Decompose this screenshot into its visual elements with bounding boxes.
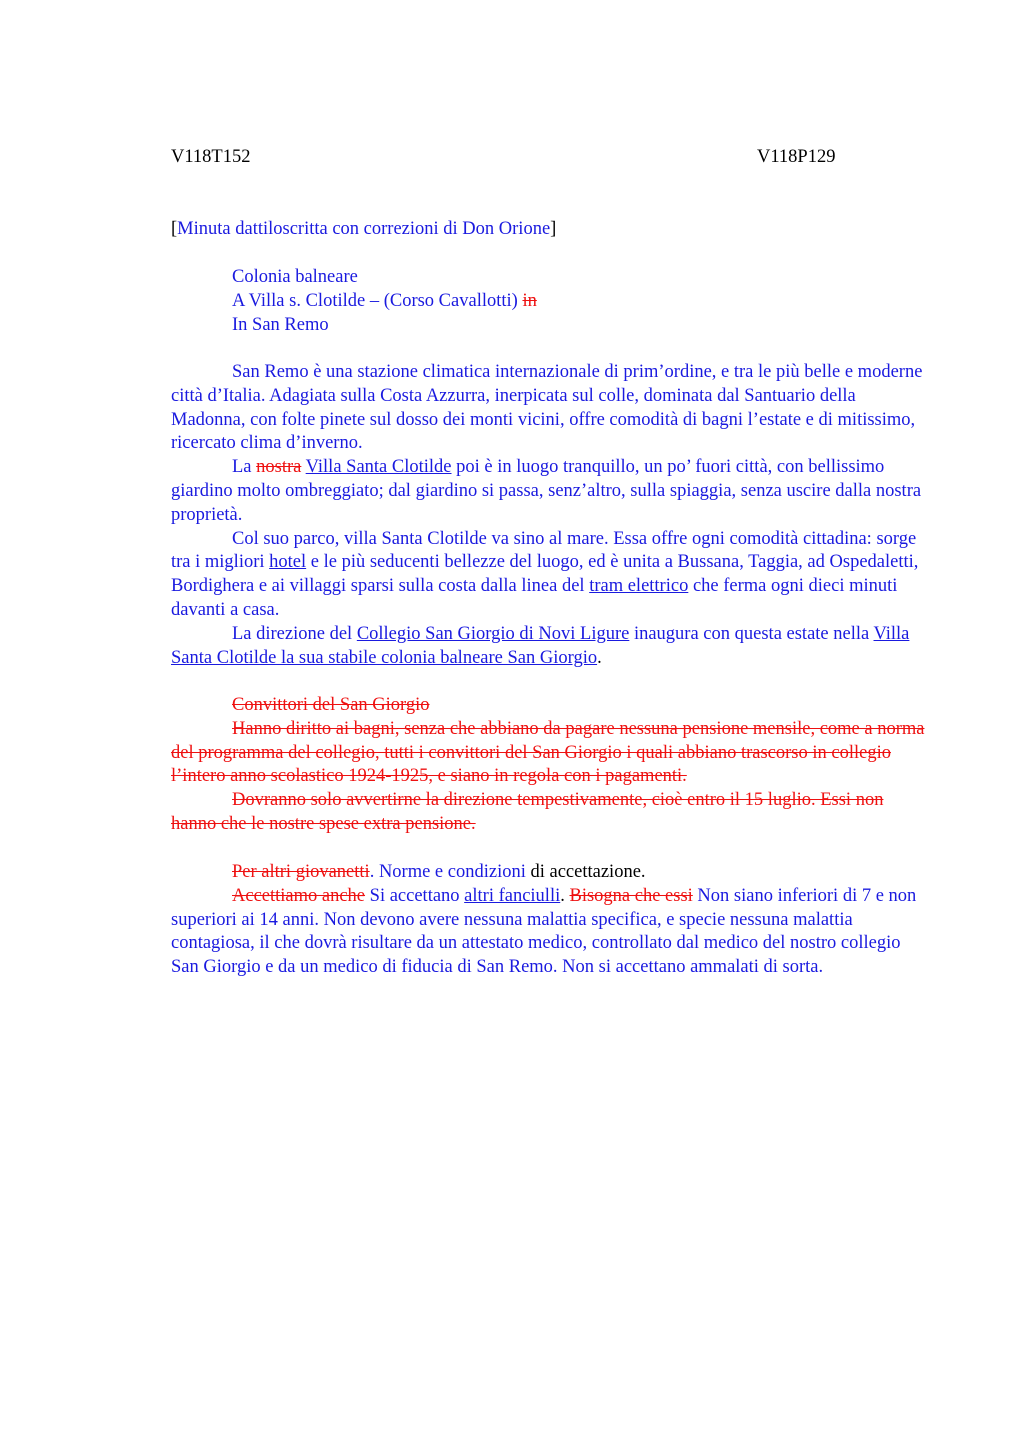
p2-underlined: Villa Santa Clotilde [305, 457, 452, 478]
norms-text-b: . [560, 885, 570, 906]
norms-underlined: altri fanciulli [464, 885, 561, 906]
p2-text-a: La [232, 457, 257, 478]
norms-struck-2: Bisogna che essi [569, 885, 693, 906]
note-close-bracket: ] [550, 219, 557, 239]
note-text: Minuta dattiloscritta con correzioni di Don Orione [177, 219, 551, 239]
main-body [171, 361, 931, 670]
norms-paragraph [171, 885, 931, 980]
title-line-3: In San Remo [232, 314, 329, 335]
p4-text-a: La direzione del [232, 623, 357, 644]
norms-struck-1: Accettiamo anche [232, 885, 366, 906]
paragraph-2 [171, 456, 931, 527]
note-open-bracket: [ [171, 219, 178, 239]
p4-underlined-villa: Villa Santa Clotilde la sua stabile colonia balneare San Giorgio [171, 623, 910, 668]
norms-heading-title: Norme e condizioni [378, 862, 526, 882]
struck-paragraph-2: Dovranno solo avvertirne la direzione tempestivamente, cioè entro il 15 luglio. Essi non hanno che le nostre spese extra pensione. [171, 790, 884, 834]
p4-text-c: . [597, 647, 602, 668]
p2-text-c: poi è in luogo tranquillo, un po’ fuori città, con bellissimo giardino molto ombreggiato; dal giardino si passa, senz’altro, sulla spiaggia, senza uscire dalla nostra proprietà. [171, 457, 922, 525]
p3-underlined-hotel: hotel [269, 552, 307, 573]
struck-section [171, 694, 931, 837]
header-left-code: V118T152 [171, 147, 251, 167]
norms-heading [171, 861, 931, 885]
p4-text-b: inaugura con questa estate nella [629, 623, 874, 644]
header-right-code: V118P129 [757, 147, 836, 167]
paragraph-3 [171, 528, 931, 623]
p2-struck: nostra [256, 457, 302, 478]
norms-heading-dot: . [369, 862, 379, 882]
title-line-2 [232, 290, 537, 314]
p3-text-c: che ferma ogni dieci minuti davanti a casa. [171, 576, 898, 620]
p3-text-a: Col suo parco, villa Santa Clotilde va sino al mare. Essa offre ogni comodità cittadina: sorge tra i migliori [171, 528, 917, 573]
paragraph-4 [171, 623, 931, 671]
title-line-2-struck: in [522, 290, 537, 311]
struck-heading: Convittori del San Giorgio [232, 695, 430, 715]
p3-text-b: e le più seducenti bellezze del luogo, ed è unita a Bussana, Taggia, ad Ospedaletti, Bordighera e ai villaggi sparsi sulla costa dalla linea del [171, 552, 919, 597]
title-line-2-text: A Villa s. Clotilde – (Corso Cavallotti) [232, 290, 523, 311]
struck-paragraph-1: Hanno diritto ai bagni, senza che abbiano da pagare nessuna pensione mensile, come a norma del programma del collegio, tutti i convittori del San Giorgio i quali abbiano trascorso in collegio l’intero anno scolastico 1924-1925, e siano in regola con i pagamenti. [171, 718, 925, 787]
norms-heading-struck: Per altri giovanetti [232, 862, 370, 882]
norms-section [171, 861, 931, 980]
norms-text-c: Non siano inferiori di 7 e non superiori ai 14 anni. Non devono avere nessuna malattia specifica, e specie nessuna malattia contagiosa, il che dovrà risultare da un attestato medico, controllato dal medico del nostro collegio San Giorgio e da un medico di fiducia di San Remo. Non si accettano ammalati di sorta. [171, 885, 917, 978]
norms-heading-suffix: di accettazione. [525, 862, 646, 882]
p4-underlined-collegio: Collegio San Giorgio di Novi Ligure [356, 623, 630, 644]
p3-underlined-tram: tram elettrico [589, 576, 689, 597]
paragraph-1: San Remo è una stazione climatica internazionale di prim’ordine, e tra le più belle e moderne città d’Italia. Adagiata sulla Costa Azzurra, inerpicata sul colle, dominata dal Santuario della Madonna, con folte pinete sul dosso dei monti vicini, offre comodità di bagni l’estate e di mitissimo, ricercato clima d’inverno. [171, 362, 923, 454]
title-line-1: Colonia balneare [232, 267, 358, 287]
title-block [232, 266, 537, 337]
norms-text-a: Si accettano [365, 885, 465, 906]
editorial-note [171, 218, 556, 242]
